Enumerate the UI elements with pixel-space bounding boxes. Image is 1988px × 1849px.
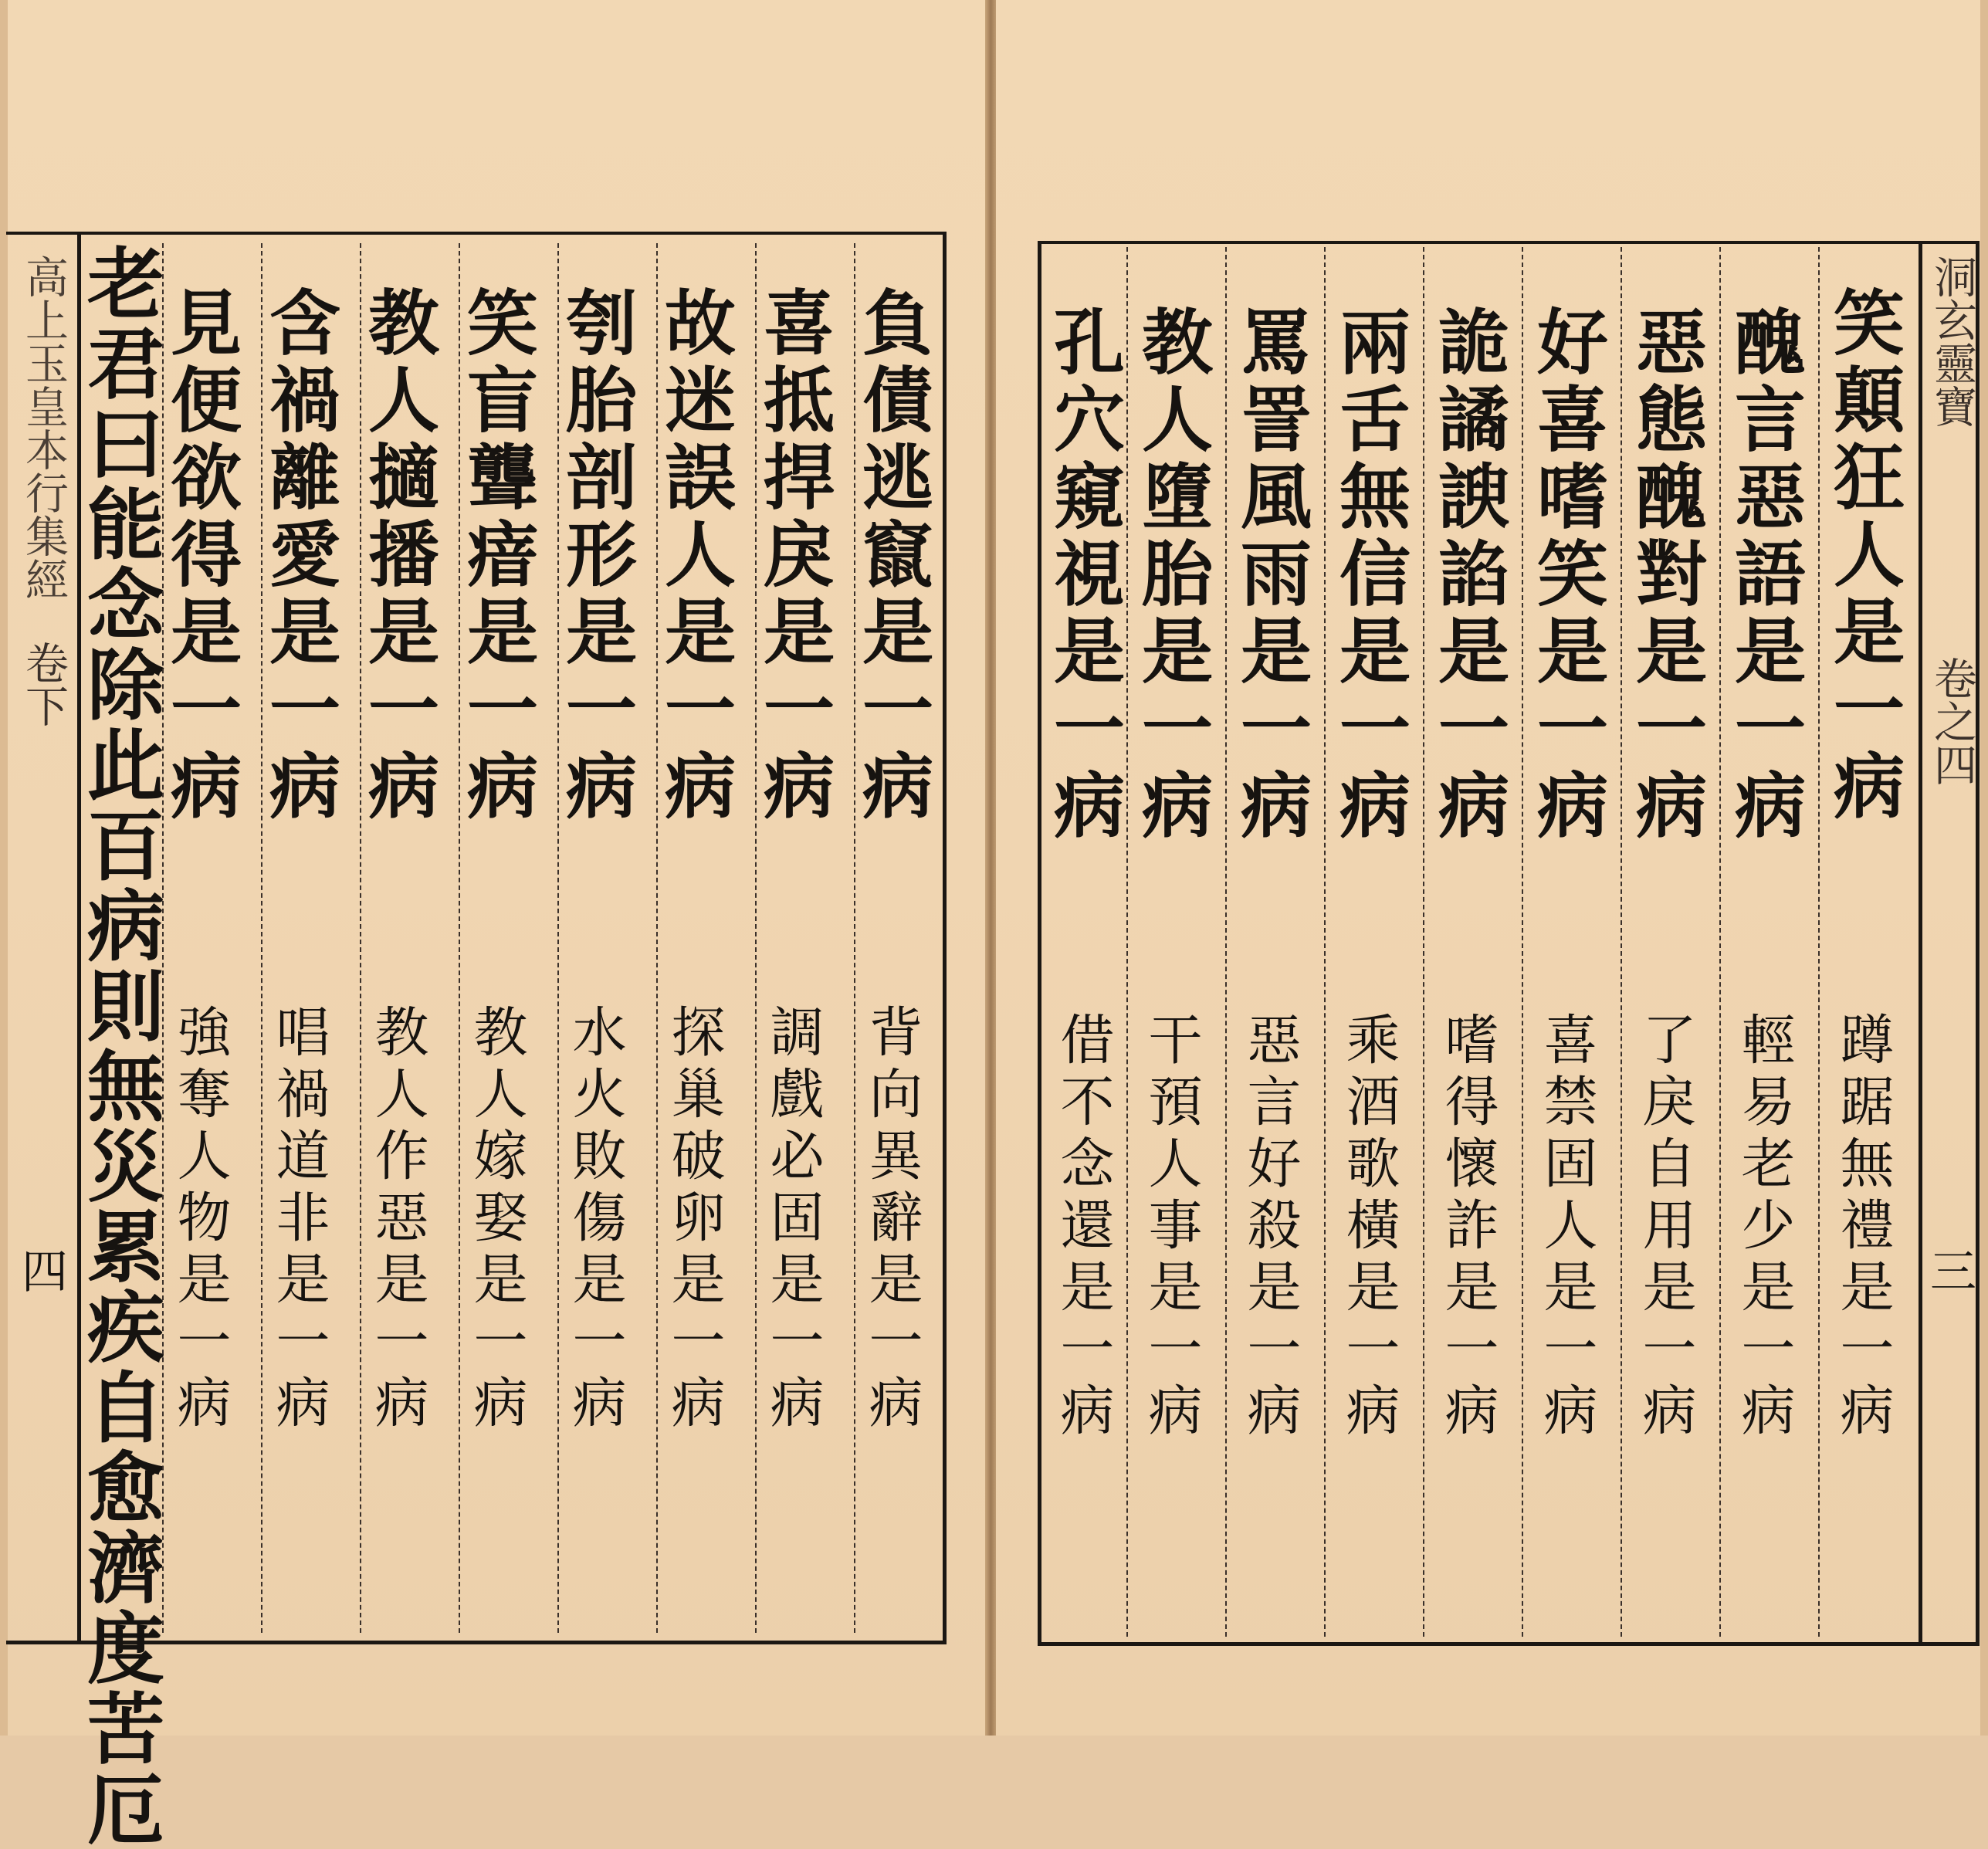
left-upper-entry: 負債逃竄是一病 [851, 286, 934, 826]
left-upper-entry: 見便欲得是一病 [159, 286, 242, 826]
right-rule [1225, 247, 1227, 1637]
right-upper-entry: 惡態醜對是一病 [1624, 305, 1708, 845]
left-lower-entry: 調戲必固是一病 [761, 1004, 825, 1436]
right-rule [1522, 247, 1523, 1637]
left-upper-entry: 故迷誤人是一病 [653, 286, 737, 826]
left-lower-entry: 教人嫁娶是一病 [465, 1004, 528, 1436]
left-lower-entry: 唱禍道非是一病 [267, 1004, 330, 1436]
left-upper-entry: 喜抵捍戾是一病 [752, 286, 835, 826]
right-rule [1324, 247, 1326, 1637]
right-folio: 三 [1930, 1245, 1976, 1299]
left-folio: 四 [22, 1245, 68, 1299]
left-lower-entry: 強奪人物是一病 [168, 1004, 232, 1436]
right-upper-entry: 兩舌無信是一病 [1328, 305, 1411, 845]
right-lower-entry: 惡言好殺是一病 [1238, 1011, 1302, 1444]
left-lower-entry: 教人作惡是一病 [366, 1004, 429, 1436]
left-lower-entry: 水火敗傷是一病 [564, 1004, 627, 1436]
left-page [0, 0, 987, 1849]
right-lower-entry: 借不念還是一病 [1052, 1011, 1115, 1444]
right-lower-entry: 喜禁固人是一病 [1535, 1011, 1598, 1444]
left-chapter-mark: 卷下 [19, 641, 69, 727]
right-upper-entry: 教人墮胎是一病 [1130, 305, 1214, 845]
right-rule [1621, 247, 1622, 1637]
left-upper-entry: 刳胎剖形是一病 [554, 286, 638, 826]
right-lower-entry: 嗜得懷詐是一病 [1436, 1011, 1499, 1444]
right-upper-entry: 笑顛狂人是一病 [1822, 286, 1905, 826]
right-upper-entry: 醜言惡語是一病 [1723, 305, 1807, 845]
right-margin-label: 洞玄靈寶 [1927, 255, 1977, 428]
left-lower-entry: 背向異辭是一病 [860, 1004, 923, 1436]
right-lower-entry: 了戾自用是一病 [1634, 1011, 1697, 1444]
right-lower-entry: 干預人事是一病 [1140, 1011, 1203, 1444]
right-chapter-mark: 卷之四 [1927, 656, 1977, 786]
left-upper-entry: 含禍離愛是一病 [258, 286, 341, 826]
right-page-edge [1980, 0, 1988, 1736]
right-upper-entry: 好喜嗜笑是一病 [1526, 305, 1609, 845]
right-upper-entry: 孔穴窺視是一病 [1042, 305, 1126, 845]
right-lower-entry: 輕易老少是一病 [1732, 1011, 1796, 1444]
left-upper-entry: 笑盲聾瘖是一病 [456, 286, 539, 826]
right-rule [1126, 247, 1128, 1637]
right-lower-entry: 蹲踞無禮是一病 [1831, 1011, 1895, 1444]
left-lower-entry: 探巢破卵是一病 [662, 1004, 726, 1436]
right-upper-entry: 罵詈風雨是一病 [1229, 305, 1312, 845]
right-margin-rule [1919, 244, 1922, 1643]
left-closing-line: 老君曰能念除此百病則無災累疾自愈濟度苦厄 [74, 243, 165, 1849]
left-upper-entry: 教人擿播是一病 [357, 286, 440, 826]
right-lower-entry: 乘酒歌橫是一病 [1337, 1011, 1400, 1444]
right-upper-entry: 詭譎諛諂是一病 [1427, 305, 1510, 845]
right-rule [1719, 247, 1721, 1637]
right-rule [1818, 247, 1820, 1637]
right-rule [1423, 247, 1424, 1637]
left-margin-label: 高上玉皇本行集經 [19, 255, 69, 601]
